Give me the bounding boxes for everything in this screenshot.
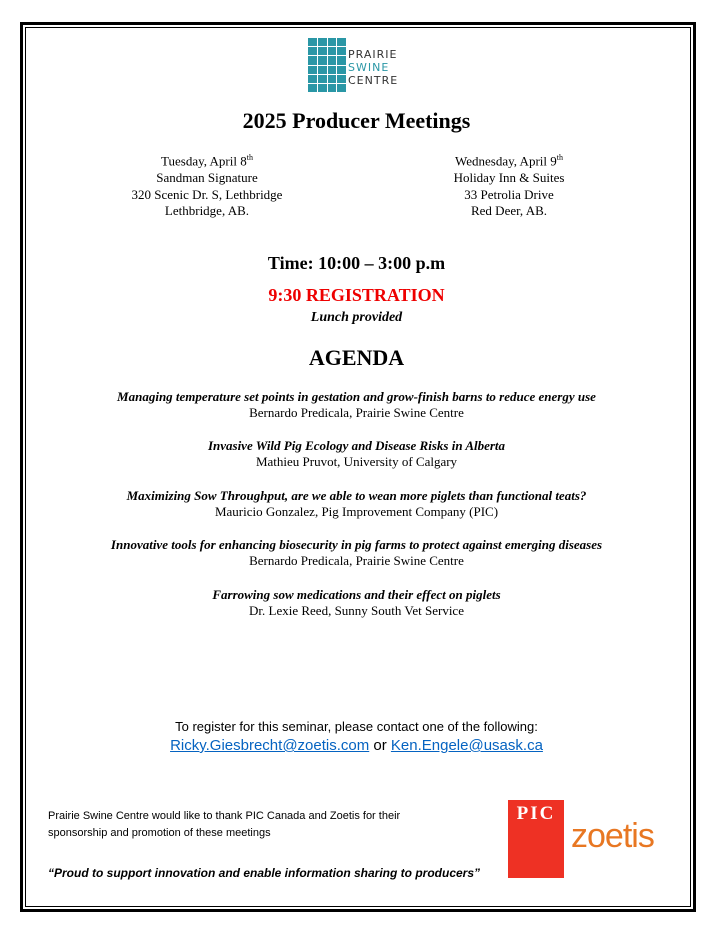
agenda-title: Maximizing Sow Throughput, are we able to wean more piglets than functional teats? <box>126 488 587 503</box>
address: 33 Petrolia Drive <box>464 186 554 202</box>
email-link-ken[interactable]: Ken.Engele@usask.ca <box>390 737 543 754</box>
venue: Holiday Inn & Suites <box>453 170 565 186</box>
agenda-speaker: Bernardo Predicala, Prairie Swine Centre <box>249 405 464 420</box>
agenda-title: Managing temperature set points in gestation and grow-finish barns to reduce energy use <box>117 389 596 404</box>
agenda-item <box>0 537 713 569</box>
prairie-swine-centre-logo <box>308 38 418 94</box>
date: Tuesday, April 8 <box>161 153 247 169</box>
or-text: or <box>373 737 387 754</box>
city: Red Deer, AB. <box>470 203 548 219</box>
thanks-note <box>48 808 400 842</box>
agenda-speaker: Mauricio Gonzalez, Pig Improvement Company (PIC) <box>214 504 499 519</box>
quote: “Proud to support innovation and enable information sharing to producers” <box>48 866 481 880</box>
agenda-speaker: Bernardo Predicala, Prairie Swine Centre <box>249 553 464 568</box>
date-suffix: th <box>246 153 253 162</box>
email-link-ricky[interactable]: Ricky.Giesbrecht@zoetis.com <box>170 737 370 754</box>
pic-logo <box>508 800 564 878</box>
register-contacts <box>0 737 713 754</box>
agenda-title: Farrowing sow medications and their effect on piglets <box>212 587 501 602</box>
agenda-speaker: Dr. Lexie Reed, Sunny South Vet Service <box>249 603 464 618</box>
registration-time: 9:30 REGISTRATION <box>268 285 445 305</box>
logo-text-swine: SWINE <box>348 61 390 74</box>
page-title: 2025 Producer Meetings <box>242 108 471 133</box>
agenda-item <box>0 389 713 421</box>
lunch-note: Lunch provided <box>310 310 403 325</box>
register-instructions: To register for this seminar, please contact one of the following: <box>175 719 538 734</box>
date: Wednesday, April 9 <box>455 153 557 169</box>
date-suffix: th <box>556 153 563 162</box>
agenda-title: Invasive Wild Pig Ecology and Disease Risks in Alberta <box>207 438 506 453</box>
location-lethbridge <box>77 150 337 220</box>
thanks-line: sponsorship and promotion of these meetings <box>48 827 271 839</box>
city: Lethbridge, AB. <box>164 203 250 219</box>
zoetis-logo: zoetis <box>571 817 654 855</box>
logo-text-prairie: PRAIRIE <box>348 48 398 61</box>
meeting-time: Time: 10:00 – 3:00 p.m <box>267 253 446 273</box>
logo-text-centre: CENTRE <box>348 74 399 87</box>
address: 320 Scenic Dr. S, Lethbridge <box>131 186 283 202</box>
agenda-item <box>0 587 713 619</box>
agenda-speaker: Mathieu Pruvot, University of Calgary <box>255 454 458 469</box>
agenda-item <box>0 438 713 470</box>
pic-logo-text: PIC <box>516 803 556 824</box>
agenda-heading: AGENDA <box>308 345 405 370</box>
agenda-title: Innovative tools for enhancing biosecurity in pig farms to protect against emerging diseases <box>110 537 603 552</box>
location-red-deer <box>379 150 639 220</box>
venue: Sandman Signature <box>156 170 258 186</box>
thanks-line: Prairie Swine Centre would like to thank PIC Canada and Zoetis for their <box>48 810 401 822</box>
agenda-item <box>0 488 713 520</box>
